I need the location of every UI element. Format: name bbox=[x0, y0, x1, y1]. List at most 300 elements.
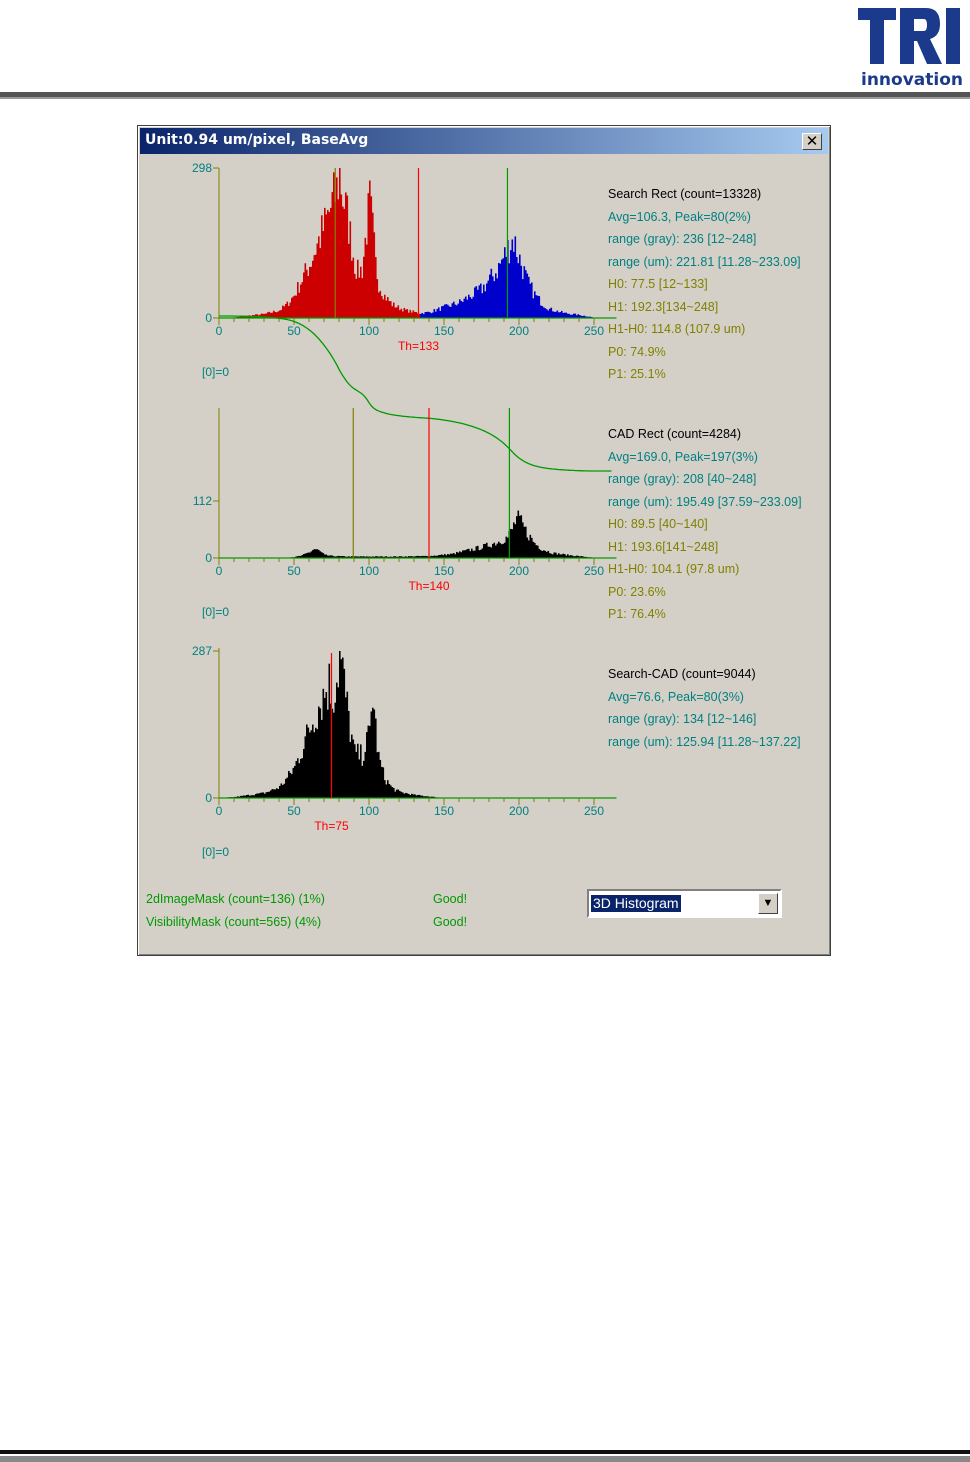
histogram-bar bbox=[326, 692, 328, 798]
histogram-bar bbox=[314, 255, 316, 318]
histogram-bar bbox=[461, 552, 463, 558]
histogram-bar bbox=[551, 554, 553, 558]
histogram-bar bbox=[338, 687, 340, 798]
histogram-bar bbox=[258, 794, 260, 798]
histogram-bar bbox=[545, 308, 547, 318]
histogram-bar bbox=[327, 210, 329, 318]
histogram-bar bbox=[513, 252, 515, 318]
histogram-bar bbox=[314, 732, 316, 798]
histogram-bar bbox=[524, 266, 526, 318]
histogram-bar bbox=[492, 544, 494, 558]
histogram-bar bbox=[485, 291, 487, 318]
histogram-bar bbox=[390, 301, 392, 318]
histogram-bar bbox=[536, 295, 538, 318]
histogram-bar bbox=[545, 551, 547, 558]
histogram-bar bbox=[479, 285, 481, 318]
histogram-bar bbox=[446, 304, 448, 318]
stat-line: range (gray): 208 [40~248] bbox=[608, 472, 757, 486]
dialog-title: Unit:0.94 um/pixel, BaseAvg bbox=[145, 132, 369, 148]
tri-logo-mark bbox=[856, 2, 968, 72]
histogram-bar bbox=[431, 313, 433, 318]
histogram-bar bbox=[278, 789, 280, 798]
histogram-bar bbox=[470, 551, 472, 558]
histogram-bar bbox=[483, 285, 485, 318]
histogram-bar bbox=[285, 779, 287, 798]
histogram-bar bbox=[386, 784, 388, 798]
histogram-bar bbox=[528, 277, 530, 318]
histogram-bar bbox=[531, 282, 533, 318]
histogram-bar bbox=[321, 215, 323, 318]
x-tick-label: 0 bbox=[215, 324, 223, 338]
x-tick-label: 250 bbox=[583, 324, 605, 338]
mask-status-2dimage bbox=[146, 892, 468, 906]
histogram-bar bbox=[368, 726, 370, 798]
threshold-label: Th=75 bbox=[314, 819, 349, 833]
histogram-bar bbox=[504, 247, 506, 318]
histogram-bar bbox=[324, 208, 326, 318]
histogram-bar bbox=[281, 784, 283, 798]
histogram-bar bbox=[296, 296, 298, 318]
logo-wordmark: innovation bbox=[861, 70, 963, 90]
histogram-bar bbox=[317, 244, 319, 318]
histogram-bar bbox=[263, 792, 265, 798]
x-tick-label: 100 bbox=[358, 804, 380, 818]
histogram-bar bbox=[260, 793, 262, 798]
histogram-bar bbox=[282, 785, 284, 798]
histogram-bar bbox=[467, 549, 469, 558]
histogram-bar bbox=[393, 788, 395, 798]
histogram-bar bbox=[329, 664, 331, 798]
histogram-bar bbox=[561, 311, 563, 318]
y-tick-label: 112 bbox=[192, 494, 212, 508]
threshold-label: Th=140 bbox=[408, 579, 450, 593]
histogram-bar bbox=[471, 549, 473, 558]
x-tick-label: 150 bbox=[433, 324, 455, 338]
histogram-bar bbox=[381, 296, 383, 318]
histogram-bar bbox=[486, 283, 488, 318]
stat-line: P1: 76.4% bbox=[608, 607, 666, 621]
histogram-bar bbox=[440, 311, 442, 318]
histogram-bar bbox=[539, 296, 541, 318]
histogram-bar bbox=[288, 771, 290, 798]
histogram-bar bbox=[447, 305, 449, 318]
stat-line: Avg=106.3, Peak=80(2%) bbox=[608, 209, 751, 224]
histogram-bar bbox=[291, 774, 293, 798]
histogram-bar bbox=[287, 302, 289, 318]
histogram-bar bbox=[339, 168, 341, 318]
histogram-bar bbox=[378, 752, 380, 798]
histogram-bar bbox=[392, 306, 394, 318]
histogram-bar bbox=[435, 312, 437, 318]
histogram-bar bbox=[320, 708, 322, 798]
x-tick-label: 0 bbox=[215, 804, 223, 818]
view-mode-selected: 3D Histogram bbox=[593, 895, 679, 911]
x-tick-label: 150 bbox=[433, 804, 455, 818]
histogram-bar bbox=[470, 297, 472, 318]
histogram-bar bbox=[510, 529, 512, 558]
histogram-bar bbox=[308, 553, 310, 558]
histogram-bar bbox=[350, 742, 352, 798]
histogram-bar bbox=[548, 311, 550, 318]
histogram-bar bbox=[533, 542, 535, 558]
histogram-bar bbox=[465, 550, 467, 558]
histogram-bar bbox=[359, 278, 361, 318]
histogram-bar bbox=[506, 537, 508, 558]
histogram-bar bbox=[336, 683, 338, 798]
histogram-bar bbox=[326, 214, 328, 318]
view-mode-select[interactable] bbox=[587, 889, 782, 918]
histogram-bar bbox=[332, 192, 334, 318]
histogram-bar bbox=[551, 308, 553, 318]
histogram-bar bbox=[354, 744, 356, 798]
histogram-bar bbox=[534, 291, 536, 318]
histogram-bar bbox=[443, 306, 445, 318]
histogram-bar bbox=[462, 550, 464, 558]
histogram-bar bbox=[351, 261, 353, 318]
footer-rule bbox=[0, 1450, 970, 1454]
x-tick-label: 50 bbox=[287, 564, 301, 578]
histogram-bar bbox=[488, 281, 490, 318]
histogram-bar bbox=[410, 310, 412, 318]
histogram-bar bbox=[383, 767, 385, 798]
histogram-bar bbox=[477, 546, 479, 558]
histogram-bar bbox=[575, 314, 577, 318]
histogram-bar bbox=[543, 550, 545, 558]
histogram-bar bbox=[537, 546, 539, 558]
stat-line: range (um): 125.94 [11.28~137.22] bbox=[608, 734, 801, 749]
histogram-bar bbox=[305, 554, 307, 558]
histogram-bar bbox=[555, 312, 557, 318]
histogram-bar bbox=[320, 551, 322, 558]
histogram-bar bbox=[476, 286, 478, 318]
histogram-bar bbox=[342, 207, 344, 318]
histogram-bar bbox=[494, 281, 496, 318]
histogram-bar bbox=[530, 284, 532, 318]
histogram-bar bbox=[290, 773, 292, 798]
histogram-bar bbox=[507, 538, 509, 558]
histogram-bar bbox=[522, 522, 524, 558]
histogram-bar bbox=[362, 766, 364, 798]
histogram-bar bbox=[272, 789, 274, 798]
histogram-bar bbox=[270, 791, 272, 798]
histogram-bar bbox=[389, 784, 391, 798]
histogram-bar bbox=[539, 549, 541, 558]
y-tick-label: 287 bbox=[191, 644, 212, 658]
histogram-bar bbox=[519, 255, 521, 318]
histogram-dialog bbox=[137, 125, 831, 956]
histogram-bar bbox=[398, 305, 400, 318]
histogram-bar bbox=[485, 544, 487, 558]
histogram-bar bbox=[468, 295, 470, 318]
histogram-bar bbox=[323, 553, 325, 558]
histogram-bar bbox=[492, 276, 494, 318]
histogram-bar bbox=[533, 298, 535, 318]
histogram-bar bbox=[395, 792, 397, 798]
histogram-bar bbox=[569, 314, 571, 318]
histogram-bar bbox=[498, 542, 500, 558]
histogram-bar bbox=[527, 538, 529, 558]
histogram-bar bbox=[356, 752, 358, 798]
histogram-bar bbox=[494, 543, 496, 558]
histogram-bar bbox=[330, 208, 332, 318]
histogram-bar bbox=[549, 309, 551, 318]
histogram-bar bbox=[434, 309, 436, 318]
histogram-bar bbox=[408, 794, 410, 798]
y-tick-label: 0 bbox=[205, 311, 212, 325]
histogram-bar bbox=[558, 553, 560, 558]
histogram-bar bbox=[318, 707, 320, 798]
histogram-bar bbox=[420, 314, 422, 318]
histogram-bar bbox=[503, 544, 505, 558]
histogram-bar bbox=[366, 732, 368, 798]
histogram-bar bbox=[501, 544, 503, 558]
histogram-bar bbox=[369, 181, 371, 318]
stat-line: Avg=169.0, Peak=197(3%) bbox=[608, 449, 758, 464]
histogram-bar bbox=[554, 312, 556, 318]
x-tick-label: 250 bbox=[583, 564, 605, 578]
histogram-bar bbox=[554, 552, 556, 558]
histogram-bar bbox=[411, 794, 413, 798]
histogram-bar bbox=[393, 303, 395, 318]
histogram-bar bbox=[357, 744, 359, 798]
histogram-bar bbox=[387, 780, 389, 798]
histogram-bar bbox=[375, 719, 377, 798]
histogram-bar bbox=[276, 312, 278, 318]
histogram-bar bbox=[318, 236, 320, 318]
histogram-bar bbox=[294, 766, 296, 798]
histogram-bar bbox=[383, 299, 385, 318]
y-tick-label: 298 bbox=[191, 161, 212, 175]
x-tick-label: 200 bbox=[508, 804, 530, 818]
histogram-bar bbox=[455, 305, 457, 318]
histogram-bar bbox=[566, 313, 568, 318]
y-tick-label: 0 bbox=[205, 791, 212, 805]
stat-line: H1: 193.6[141~248] bbox=[608, 539, 719, 554]
histogram-bar bbox=[477, 290, 479, 318]
histogram-bar bbox=[371, 712, 373, 798]
histogram-bar bbox=[564, 313, 566, 318]
histogram-bar bbox=[425, 312, 427, 318]
histogram-bar bbox=[327, 710, 329, 798]
histogram-bar bbox=[488, 547, 490, 558]
histogram-bar bbox=[573, 314, 575, 318]
histogram-bar bbox=[317, 729, 319, 798]
histogram-bar bbox=[353, 258, 355, 318]
histogram-bar bbox=[495, 546, 497, 558]
histogram-bar bbox=[462, 302, 464, 318]
histogram-bar bbox=[315, 728, 317, 798]
histogram-bar bbox=[549, 553, 551, 558]
histogram-bar bbox=[458, 553, 460, 558]
stats-panel-cad bbox=[608, 423, 802, 626]
histogram-bar bbox=[411, 313, 413, 318]
histogram-bar bbox=[456, 552, 458, 558]
histogram-bar bbox=[464, 299, 466, 318]
y-tick-label: 0 bbox=[205, 551, 212, 565]
histogram-bar bbox=[404, 308, 406, 318]
histogram-bar bbox=[500, 264, 502, 318]
histogram-bar bbox=[519, 516, 521, 558]
header-rule-shadow bbox=[0, 97, 970, 99]
histogram-bar bbox=[560, 312, 562, 318]
dropdown-button[interactable] bbox=[758, 893, 778, 914]
histogram-bar bbox=[534, 543, 536, 558]
stat-line: H0: 89.5 [40~140] bbox=[608, 517, 708, 531]
histogram-bar bbox=[537, 296, 539, 318]
histogram-bar bbox=[480, 550, 482, 558]
x-tick-label: 200 bbox=[508, 324, 530, 338]
histogram-bar bbox=[402, 311, 404, 318]
histogram-bar bbox=[557, 311, 559, 318]
histogram-bar bbox=[401, 309, 403, 318]
histogram-bar bbox=[339, 651, 341, 798]
histogram-bar bbox=[356, 279, 358, 318]
histogram-bar bbox=[444, 305, 446, 318]
histogram-bar bbox=[497, 544, 499, 558]
histogram-bar bbox=[432, 313, 434, 318]
histogram-bar bbox=[306, 724, 308, 798]
histogram-bar bbox=[309, 267, 311, 318]
tri-innovation-logo bbox=[856, 2, 968, 92]
histogram-bar bbox=[567, 314, 569, 318]
histogram-bar bbox=[342, 658, 344, 798]
histogram-bar bbox=[413, 310, 415, 318]
histogram-bar bbox=[348, 244, 350, 318]
histogram-bar bbox=[467, 300, 469, 318]
histogram-bar bbox=[300, 759, 302, 798]
histogram-bar bbox=[308, 728, 310, 798]
histogram-bar bbox=[360, 744, 362, 798]
histogram-bar bbox=[497, 278, 499, 318]
stat-line: P1: 25.1% bbox=[608, 367, 666, 381]
histogram-bar bbox=[515, 524, 517, 558]
histogram-bar bbox=[509, 263, 511, 318]
footer-rule-shadow bbox=[0, 1456, 970, 1462]
histogram-bar bbox=[522, 279, 524, 318]
histogram-bar bbox=[306, 270, 308, 318]
histogram-bar bbox=[390, 785, 392, 798]
histogram-bar bbox=[456, 305, 458, 318]
histogram-bar bbox=[498, 263, 500, 318]
histogram-bar bbox=[465, 297, 467, 318]
histogram-bar bbox=[359, 759, 361, 798]
histogram-bar bbox=[345, 192, 347, 318]
histogram-bar bbox=[396, 307, 398, 318]
histogram-bar bbox=[402, 792, 404, 798]
zero-count-label: [0]=0 bbox=[202, 365, 230, 379]
x-tick-label: 50 bbox=[287, 324, 301, 338]
histogram-bar bbox=[311, 730, 313, 798]
histogram-bar bbox=[516, 516, 518, 558]
histogram-bar bbox=[464, 550, 466, 558]
stat-line: H1-H0: 114.8 (107.9 um) bbox=[608, 322, 746, 336]
histogram-bar bbox=[291, 298, 293, 318]
histogram-bar bbox=[377, 752, 379, 798]
histogram-bar bbox=[278, 311, 280, 318]
histogram-bar bbox=[363, 761, 365, 798]
histogram-bar bbox=[471, 299, 473, 318]
histogram-bar bbox=[461, 301, 463, 318]
histogram-bar bbox=[408, 313, 410, 318]
histogram-bar bbox=[275, 789, 277, 798]
histogram-bar bbox=[311, 551, 313, 558]
histogram-bar bbox=[489, 547, 491, 558]
histogram-bar bbox=[416, 312, 418, 318]
histogram-bar bbox=[284, 306, 286, 318]
histogram-bar bbox=[345, 697, 347, 798]
histogram-bar bbox=[312, 261, 314, 318]
histogram-bar bbox=[329, 212, 331, 318]
histogram-bar bbox=[378, 292, 380, 318]
histogram-bar bbox=[489, 275, 491, 318]
histogram-bar bbox=[353, 739, 355, 798]
histogram-bar bbox=[312, 725, 314, 798]
histogram-bar bbox=[297, 758, 299, 798]
x-tick-label: 250 bbox=[583, 804, 605, 818]
histogram-bar bbox=[524, 527, 526, 558]
stat-line: P0: 74.9% bbox=[608, 344, 666, 359]
histogram-bar bbox=[527, 274, 529, 318]
histogram-bar bbox=[303, 749, 305, 798]
mask-status-visibility bbox=[146, 915, 468, 929]
histogram-bar bbox=[380, 760, 382, 798]
histogram-bar bbox=[563, 313, 565, 318]
histogram-bar bbox=[459, 299, 461, 318]
histogram-bar bbox=[536, 545, 538, 558]
histogram-bar bbox=[305, 263, 307, 318]
histogram-bar bbox=[311, 267, 313, 318]
stat-line: H1-H0: 104.1 (97.8 um) bbox=[608, 562, 740, 576]
histogram-bar bbox=[458, 304, 460, 318]
histogram-bar bbox=[302, 758, 304, 798]
histogram-bar bbox=[333, 172, 335, 318]
histogram-bar bbox=[518, 511, 520, 558]
histogram-bar bbox=[380, 291, 382, 318]
histogram-bar bbox=[365, 238, 367, 318]
histogram-bar bbox=[459, 551, 461, 558]
histogram-bar bbox=[318, 550, 320, 558]
histogram-bar bbox=[290, 302, 292, 318]
histogram-bar bbox=[294, 296, 296, 318]
mask-status: Good! bbox=[433, 915, 468, 929]
histogram-bar bbox=[450, 307, 452, 318]
histogram-bar bbox=[528, 540, 530, 558]
histogram-bar bbox=[392, 787, 394, 798]
histogram-bar bbox=[503, 258, 505, 318]
mask-label: 2dImageMask (count=136) (1%) bbox=[146, 892, 325, 906]
histogram-bar bbox=[266, 792, 268, 798]
histogram-bar bbox=[398, 790, 400, 798]
histogram-bar bbox=[335, 703, 337, 798]
histogram-bar bbox=[303, 272, 305, 318]
stats-panel-search-cad bbox=[608, 663, 801, 753]
histogram-bar bbox=[360, 267, 362, 318]
histogram-bar bbox=[525, 527, 527, 558]
stat-line: Search-CAD (count=9044) bbox=[608, 667, 756, 681]
histogram-bar bbox=[287, 778, 289, 798]
histogram-bar bbox=[525, 270, 527, 318]
histogram-bar bbox=[384, 780, 386, 798]
histogram-bar bbox=[264, 794, 266, 798]
chevron-down-icon: ▼ bbox=[762, 897, 774, 909]
histogram-bar bbox=[515, 236, 517, 318]
histogram-bar bbox=[495, 273, 497, 318]
histogram-bar bbox=[321, 552, 323, 558]
stat-line: range (um): 221.81 [11.28~233.09] bbox=[608, 254, 801, 269]
histogram-bar bbox=[347, 196, 349, 318]
histogram-bar bbox=[482, 548, 484, 558]
histogram-bar bbox=[275, 312, 277, 318]
